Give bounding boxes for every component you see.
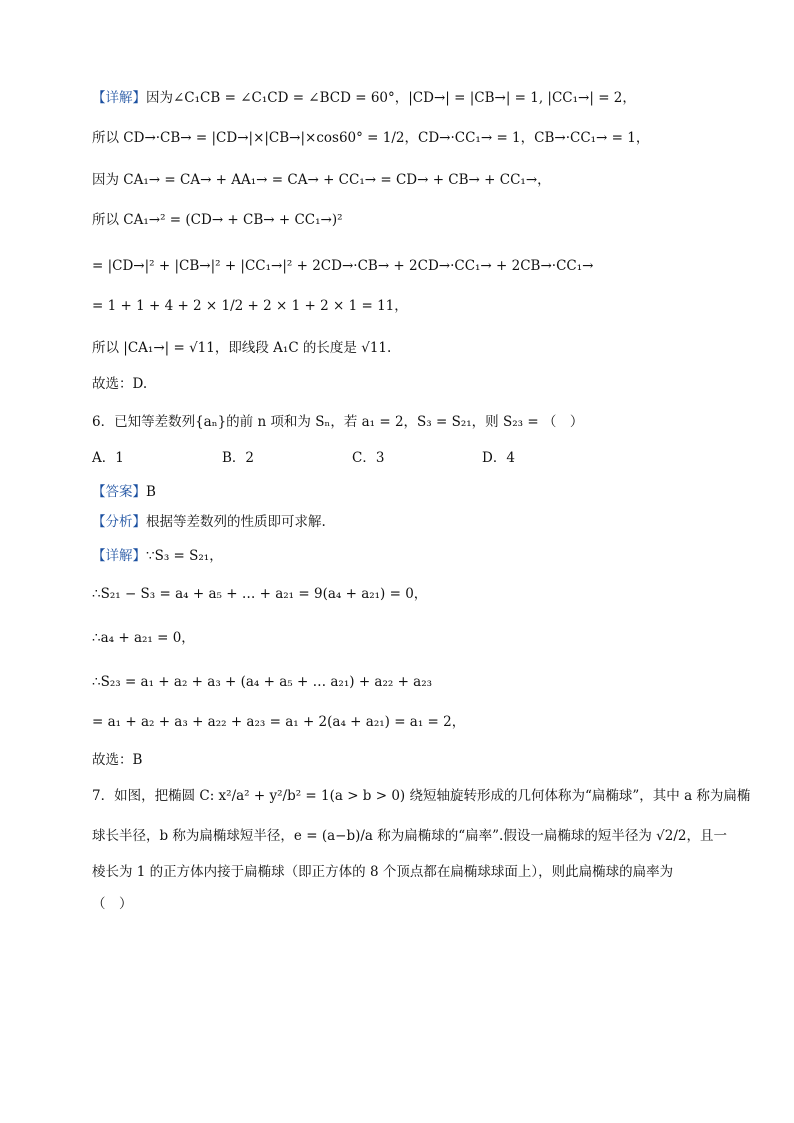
text-line-l2 (92, 128, 649, 148)
line-text: ∴S₂₁ − S₃ = a₄ + a₅ + … + a₂₁ = 9(a₄ + a₂₁) = 0， (92, 586, 428, 602)
line-text: = |CD→|² + |CB→|² + |CC₁→|² + 2CD→·CB→ + 2CD→·CC₁→ + 2CB→·CC₁→ (92, 258, 594, 274)
line-text: 故选：B (92, 752, 143, 768)
section-tag: 【详解】 (92, 548, 146, 564)
option-1: B．2 (222, 450, 255, 466)
text-line-l6 (92, 296, 408, 316)
text-line-l22 (92, 894, 133, 914)
line-text: 棱长为 1 的正方体内接于扁椭球（即正方体的 8 个顶点都在扁椭球球面上），则此扁椭球的扁率为 (92, 864, 674, 880)
line-text: 6．已知等差数列{aₙ}的前 n 项和为 Sₙ，若 a₁ = 2，S₃ = S₂₁，则 S₂₃ = （ ） (92, 414, 584, 430)
text-line-l17 (92, 712, 465, 732)
text-line-l3 (92, 170, 551, 190)
line-text: = 1 + 1 + 4 + 2 × 1/2 + 2 × 1 + 2 × 1 = 11， (92, 298, 408, 314)
text-line-l13 (92, 546, 223, 566)
section-tag: 【详解】 (92, 90, 146, 106)
line-text: （ ） (92, 896, 133, 912)
line-text: ∴a₄ + a₂₁ = 0， (92, 630, 195, 646)
text-line-l19 (92, 786, 750, 806)
line-text: ∵S₃ = S₂₁， (146, 548, 223, 564)
text-line-l4 (92, 210, 343, 230)
line-text: 球长半径，b 称为扁椭球短半径，e = (a−b)/a 称为扁椭球的“扁率”.假设一扁椭球的短半径为 √2/2，且一 (92, 828, 727, 844)
answer-options (92, 446, 612, 466)
section-tag: 【答案】 (92, 484, 146, 500)
text-line-l20 (92, 826, 727, 846)
line-text: 根据等差数列的性质即可求解. (146, 514, 326, 530)
section-tag: 【分析】 (92, 514, 146, 530)
text-line-l1 (92, 88, 636, 108)
option-0: A．1 (92, 450, 124, 466)
text-line-l7 (92, 338, 391, 358)
text-line-l5 (92, 256, 593, 276)
option-3: D．4 (482, 450, 515, 466)
line-text: 所以 |CA₁→| = √11，即线段 A₁C 的长度是 √11. (92, 340, 392, 356)
line-text: 因为 CA₁→ = CA→ + AA₁→ = CA→ + CC₁→ = CD→ + CB→ + CC₁→， (92, 172, 551, 188)
text-line-l11 (92, 482, 156, 502)
line-text: 故选：D. (92, 376, 148, 392)
line-text: 所以 CA₁→² = (CD→ + CB→ + CC₁→)² (92, 212, 343, 228)
text-line-l14 (92, 584, 427, 604)
line-text: 所以 CD→·CB→ = |CD→|×|CB→|×cos60° = 1/2，CD→·CC₁→ = 1，CB→·CC₁→ = 1， (92, 130, 650, 146)
line-text: 因为∠C₁CB = ∠C₁CD = ∠BCD = 60°，|CD→| = |CB→| = 1, |CC₁→| = 2， (146, 90, 636, 106)
text-line-l21 (92, 862, 673, 882)
line-text: ∴S₂₃ = a₁ + a₂ + a₃ + (a₄ + a₅ + … a₂₁) + a₂₂ + a₂₃ (92, 674, 433, 690)
text-line-l12 (92, 512, 326, 532)
text-line-l9 (92, 412, 583, 432)
text-line-l18 (92, 750, 142, 770)
line-text: B (146, 484, 156, 500)
text-line-l8 (92, 374, 147, 394)
option-2: C．3 (352, 450, 385, 466)
text-line-l16 (92, 672, 432, 692)
line-text: 7．如图，把椭圆 C: x²/a² + y²/b² = 1(a > b > 0) 绕短轴旋转形成的几何体称为“扁椭球”，其中 a 称为扁椭 (92, 788, 751, 804)
text-line-l15 (92, 628, 195, 648)
line-text: = a₁ + a₂ + a₃ + a₂₂ + a₂₃ = a₁ + 2(a₄ + a₂₁) = a₁ = 2， (92, 714, 466, 730)
